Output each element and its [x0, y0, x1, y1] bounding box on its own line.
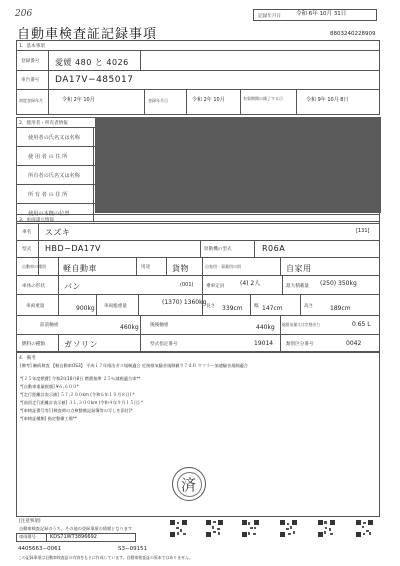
owner-row-label: 使 用 者 の 住 所 [28, 154, 68, 160]
qr-code-icon [318, 520, 335, 537]
height-label: 高さ [304, 304, 314, 309]
cert-value: 19014 [254, 340, 274, 347]
gross-label: 車両総重量 [104, 304, 127, 309]
qr-code-icon [356, 520, 373, 537]
maker-label: 車名 [22, 230, 32, 235]
max-load-label: 最大積載量 [286, 284, 309, 289]
vin-value: DA17V−485017 [55, 75, 134, 85]
weight-value: 900kg [76, 305, 95, 312]
width-label: 幅 [254, 304, 259, 309]
owner-row-label: 使用者の氏名又は名称 [28, 135, 80, 141]
displacement-label: 総排気量又は定格出力 [282, 322, 320, 327]
remark-line: [備考] 継続検査 【軽自動車OS3】 平成１７年排出ガス規制適合 近接排気騒音規制値９７ｄＢ マフラー加速騒音規制適合 [20, 363, 248, 368]
fuel-value: ガソリン [64, 340, 98, 349]
remark-line: *[車検証種類] 指定整備工場** [20, 416, 77, 421]
issue-date-label: 記録年月日 [258, 14, 281, 19]
first-reg-value: 令和 2年 10月 [62, 97, 95, 103]
note-label: [注意事項] [19, 519, 41, 524]
owners-section-label: 2．使用者・所有者情報 [19, 121, 68, 126]
type-value: 軽自動車 [63, 264, 97, 273]
fuel-label: 燃料の種類 [22, 342, 45, 347]
use-label: 用途 [141, 265, 151, 270]
height-value: 189cm [330, 305, 351, 312]
engine-label: 原動機の型式 [204, 247, 232, 252]
cert-label: 型式指定番号 [150, 342, 178, 347]
vehicle-section-label: 3．車両諸元情報 [19, 218, 55, 223]
owner-row-label: 所 有 者 の 住 所 [28, 192, 68, 198]
model-value: HBD−DA17V [45, 244, 102, 253]
note-line: 自動車検査記録のうち、その他の登録事項の情報となります [19, 526, 133, 531]
stamp-text: 済 [180, 476, 196, 494]
inspection-stamp [172, 467, 206, 501]
model-label: 型式 [22, 247, 32, 252]
qr-code-icon [170, 520, 187, 537]
width-value: 147cm [262, 305, 283, 312]
maker-code: [131] [356, 228, 370, 234]
basic-section-label: 1．基本事項 [19, 44, 45, 49]
capacity-value: (4) 2人 [240, 280, 261, 287]
reg-date-label: 登録年月日 [148, 98, 168, 103]
body-value: バン [64, 282, 81, 291]
qr-code-icon [242, 520, 259, 537]
code-left: 4405663−0061 [18, 546, 62, 552]
axle1-value: 460kg [120, 324, 139, 331]
doc-number: 8803240228909 [330, 31, 376, 37]
class-value: 0042 [346, 340, 362, 347]
body-code: (001) [180, 282, 194, 288]
remark-line: *[車検証番号等] [検査時の点検整備記録簿等の写しを添付]* [20, 408, 133, 413]
owner-row-label: 使用の本拠の位置 [28, 211, 70, 217]
remarks-section-label: 4．備考 [19, 356, 36, 361]
axle1-label: 前前軸重 [40, 323, 59, 328]
remark-line: *[走行距離計表示値] ５７,２００km (令和６年１０月８日) * [20, 392, 135, 397]
page-title: 自動車検査証記録事項 [17, 27, 158, 42]
code-right: S3−09151 [118, 546, 148, 552]
first-reg-label: 初度登録年月 [19, 98, 43, 103]
qr-code-icon [206, 520, 223, 537]
usage-value: 自家用 [286, 264, 312, 273]
gross-value: (1370) 1360kg [162, 299, 207, 306]
reg-date-value: 令和 2年 10月 [192, 97, 225, 103]
use-value: 貨物 [172, 264, 189, 273]
remark-line: *[前回走行距離計表示値] ３１,３００km (令和４年９月１５日) * [20, 400, 144, 405]
owner-row-label: 所有者の氏名又は名称 [28, 173, 80, 179]
type-label: 自動車の種別 [22, 264, 46, 269]
maker-value: スズキ [45, 228, 71, 237]
disclaimer: この記録事項は自動車検査証の内容をもとに作成しています。自動車検査証の原本ではありません。 [18, 555, 193, 560]
max-load-value: (250) 350kg [320, 280, 357, 287]
vehicle-id-value: KDS71WT3896692 [50, 534, 97, 540]
class-label: 類別区分番号 [286, 342, 314, 347]
weight-label: 車両重量 [26, 304, 45, 309]
expiry-label: 有効期間の満了する日 [243, 96, 283, 101]
length-label: 長さ [206, 304, 216, 309]
qr-code-icon [280, 520, 297, 537]
axle2-value: 440kg [256, 324, 275, 331]
displacement-value: 0.65 L [352, 321, 371, 328]
expiry-value: 令和 9年 10月 8日 [306, 97, 349, 103]
axle2-label: 後後軸重 [150, 323, 169, 328]
capacity-label: 乗車定員 [206, 284, 225, 289]
remark-line: *[２５年度燃費] 令和2年10月8日 燃費基準 ２５％減税適合車** [20, 376, 141, 381]
handwritten-number: 206 [15, 9, 33, 19]
vin-label: 車台番号 [21, 78, 40, 83]
redaction-block [95, 117, 381, 213]
length-value: 339cm [222, 305, 243, 312]
body-label: 車体の形状 [22, 284, 45, 289]
issue-date-value: 令和 6年 10月 31日 [296, 11, 347, 17]
vehicle-id-label: 車両番号 [19, 534, 36, 539]
usage-label: 自家用・事業用の別 [205, 264, 241, 269]
reg-number-label: 登録番号 [21, 59, 40, 64]
remark-line: *[自動車重量税額] ¥６,６００* [20, 384, 79, 389]
reg-number-value: 愛媛 480 と 4026 [55, 58, 129, 67]
engine-value: R06A [262, 244, 286, 253]
